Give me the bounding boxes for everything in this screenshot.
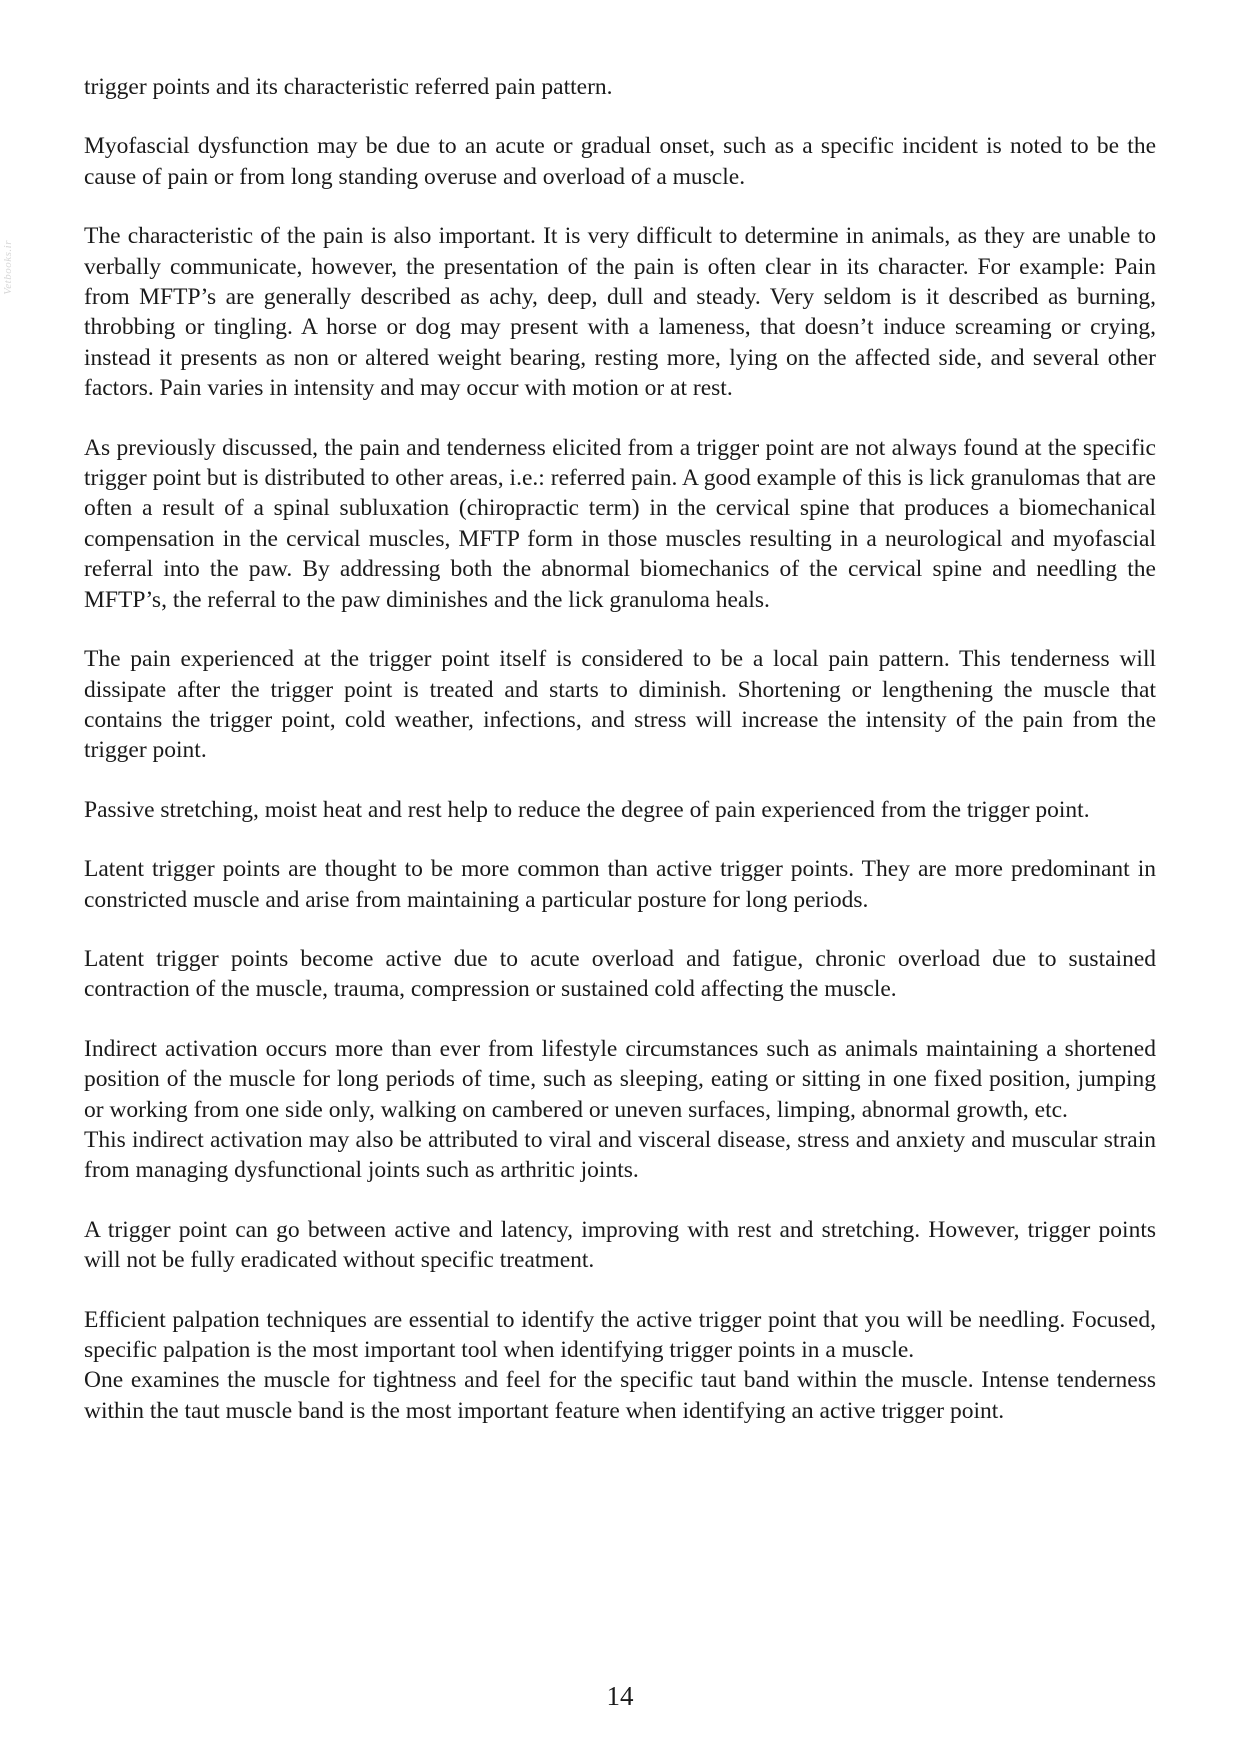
paragraph-4: As previously discussed, the pain and tenderness elicited from a trigger point are not always found at the specific trigger point but is distributed to other areas, i.e.: referred pain. A good example of this is lick granulomas that are often a result of a spinal subluxation (chiropractic term) in the cervical spine that produces a biomechanical compensation in the cervical muscles, MFTP form in those muscles resulting in a neurological and myofascial referral into the paw. By addressing both the abnormal biomechanics of the cervical spine and needling the MFTP’s, the referral to the paw diminishes and the lick granuloma heals.	[84, 434, 1156, 613]
paragraph-6: Passive stretching, moist heat and rest help to reduce the degree of pain experienced from the trigger point.	[84, 796, 1090, 823]
paragraph-10: This indirect activation may also be attributed to viral and visceral disease, stress and anxiety and muscular strain from managing dysfunctional joints such as arthritic joints.	[84, 1126, 1156, 1184]
page-number: 14	[606, 1681, 634, 1711]
page-body	[84, 72, 1156, 1455]
paragraph-2: Myofascial dysfunction may be due to an acute or gradual onset, such as a specific incident is noted to be the cause of pain or from long standing overuse and overload of a muscle.	[84, 133, 1156, 190]
paragraph-7: Latent trigger points are thought to be more common than active trigger points. They are more predominant in constricted muscle and arise from maintaining a particular posture for long periods.	[84, 856, 1156, 913]
paragraph-13: One examines the muscle for tightness and feel for the specific taut band within the muscle. Intense tenderness within the taut muscle band is the most important feature when identifying an active trigger point.	[84, 1367, 1156, 1424]
paragraph-5: The pain experienced at the trigger point itself is considered to be a local pain pattern. This tenderness will dissipate after the trigger point is treated and starts to diminish. Shortening or lengthening the muscle that contains the trigger point, cold weather, infections, and stress will increase the intensity of the pain from the trigger point.	[84, 646, 1156, 764]
paragraph-8: Latent trigger points become active due to acute overload and fatigue, chronic overload due to sustained contraction of the muscle, trauma, compression or sustained cold affecting the muscle.	[84, 945, 1156, 1003]
paragraph-12: Efficient palpation techniques are essential to identify the active trigger point that you will be needling. Focused, specific palpation is the most important tool when identifying trigger points in a muscle.	[84, 1306, 1156, 1363]
paragraph-9: Indirect activation occurs more than ever from lifestyle circumstances such as animals maintaining a shortened position of the muscle for long periods of time, such as sleeping, eating or sitting in one fixed position, jumping or working from one side only, walking on cambered or uneven surfaces, limping, abnormal growth, etc.	[84, 1035, 1156, 1123]
paragraph-3: The characteristic of the pain is also important. It is very difficult to determine in animals, as they are unable to verbally communicate, however, the presentation of the pain is often clear in its character. For example: Pain from MFTP’s are generally described as achy, deep, dull and steady. Very seldom is it described as burning, throbbing or tingling. A horse or dog may present with a lameness, that doesn’t induce screaming or crying, instead it presents as non or altered weight bearing, resting more, lying on the affected side, and several other factors. Pain varies in intensity and may occur with motion or at rest.	[84, 223, 1156, 402]
paragraph-11: A trigger point can go between active and latency, improving with rest and stretching. However, trigger points will not be fully eradicated without specific treatment.	[84, 1216, 1156, 1274]
paragraph-1: trigger points and its characteristic referred pain pattern.	[84, 74, 613, 100]
watermark: Vetbooks.ir	[2, 240, 14, 295]
